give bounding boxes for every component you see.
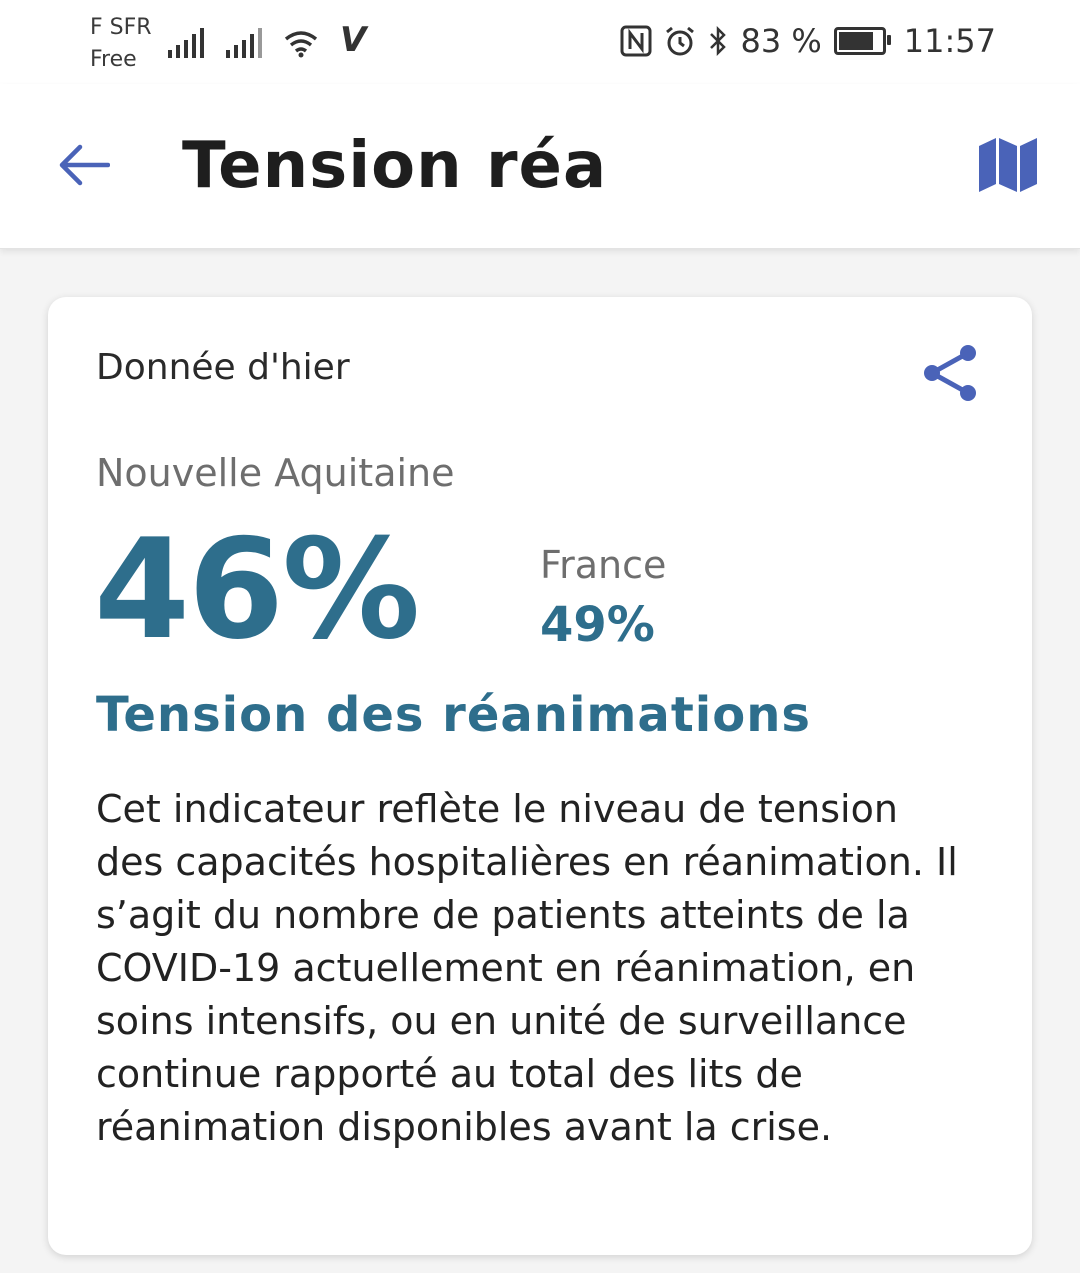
indicator-card	[48, 297, 1032, 1255]
share-button[interactable]	[910, 333, 990, 413]
signal-icon	[226, 28, 262, 58]
data-date-label: Donnée d'hier	[96, 347, 350, 388]
page-title: Tension réa	[182, 129, 608, 203]
map-button[interactable]	[970, 130, 1046, 200]
indicator-description: Cet indicateur reflète le niveau de tension des capacités hospitalières en réanimation. Il s’agit du nombre de patients atteints de la COVID-19 actuellement en réanimation, en soins intensifs, ou en unité de surveillance continue rapporté au total des lits de réanimation disponibles avant la crise.	[96, 787, 958, 1149]
signal-r-icon	[168, 28, 204, 58]
clock: 11:57	[903, 22, 996, 60]
arrow-left-icon	[56, 143, 110, 187]
carrier-label	[90, 12, 152, 76]
indicator-title: Tension des réanimations	[96, 687, 811, 743]
network-icons	[168, 22, 366, 58]
map-icon	[977, 136, 1039, 194]
battery-percent: 83 %	[740, 22, 822, 60]
compare-value: 49%	[540, 597, 655, 653]
vpn-v-icon: V	[340, 20, 367, 60]
bluetooth-icon	[708, 25, 728, 57]
region-value: 46%	[94, 509, 419, 670]
battery-icon	[834, 27, 886, 55]
nfc-icon	[620, 25, 652, 57]
share-icon	[920, 341, 980, 405]
carrier-free: Free	[90, 47, 137, 72]
alarm-icon	[664, 25, 696, 57]
wifi-icon	[284, 30, 318, 58]
app-bar	[0, 84, 1080, 249]
carrier-sfr: F SFR	[90, 15, 152, 40]
status-bar	[0, 0, 1080, 84]
status-right	[620, 18, 996, 64]
region-name: Nouvelle Aquitaine	[96, 451, 455, 495]
compare-label: France	[540, 543, 667, 587]
back-button[interactable]	[48, 130, 118, 200]
